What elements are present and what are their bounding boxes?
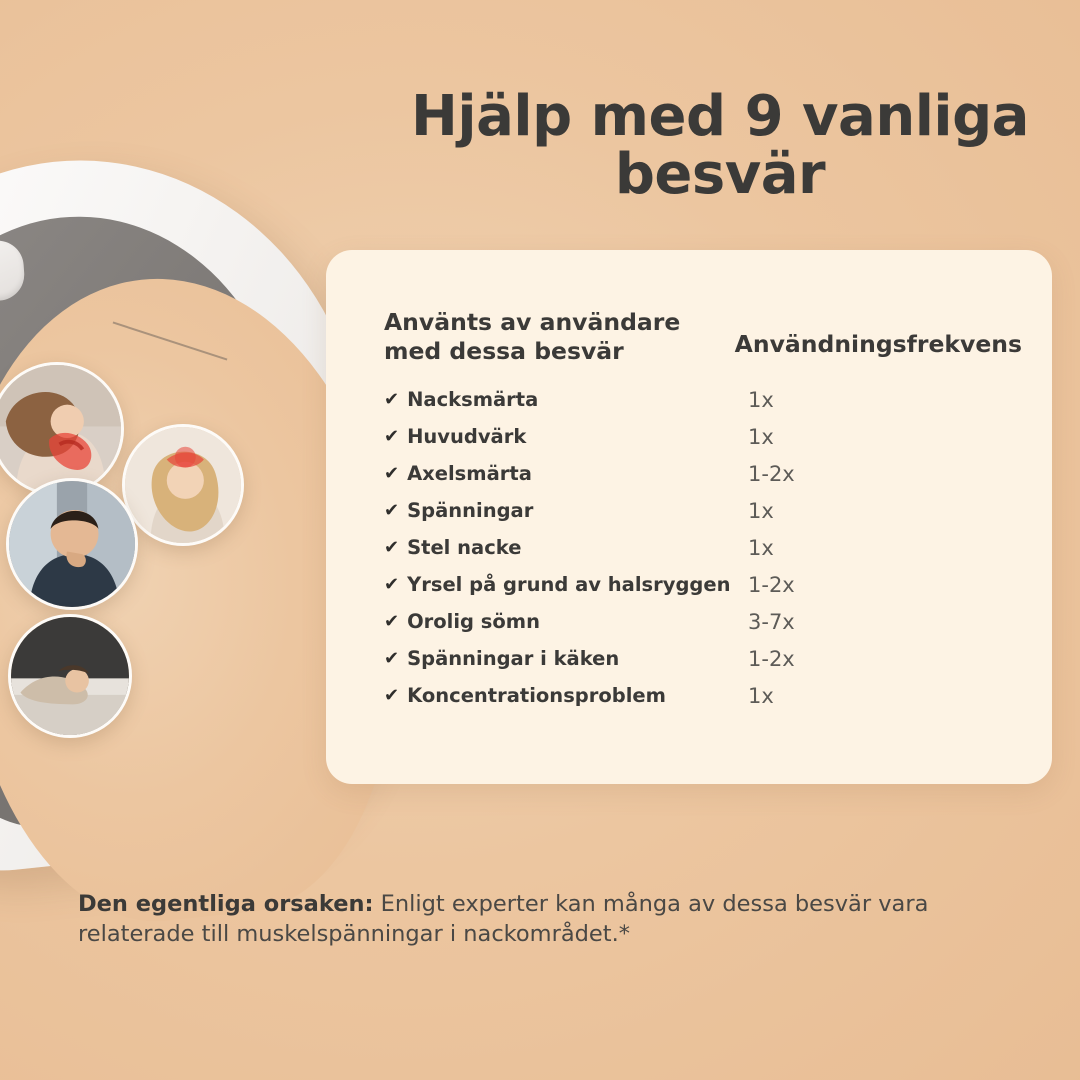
table-row — [384, 603, 1022, 640]
table-row — [384, 418, 1022, 455]
frequency-value: 1-2x — [748, 572, 795, 597]
frequency-value: 1x — [748, 424, 774, 449]
frequency-value: 1x — [748, 535, 774, 560]
symptom-label: Nacksmärta — [407, 388, 539, 412]
check-icon: ✔ — [384, 610, 400, 632]
footnote — [78, 890, 1018, 949]
photo-bubble-man-thinking — [6, 478, 138, 610]
footnote-text: Enligt experter kan många av dessa besvär vara relaterade till muskelspänningar i nackområdet.* — [78, 891, 929, 947]
table-row — [384, 492, 1022, 529]
symptom-label: Koncentrationsproblem — [407, 684, 666, 708]
table-header-row — [326, 250, 1052, 365]
check-icon: ✔ — [384, 425, 400, 447]
table-row — [384, 529, 1022, 566]
benefits-card — [326, 250, 1052, 784]
symptom-list — [326, 365, 1052, 714]
check-icon: ✔ — [384, 499, 400, 521]
table-row — [384, 566, 1022, 603]
symptom-label-cell — [384, 610, 734, 633]
frequency-value: 1-2x — [748, 646, 795, 671]
symptom-label: Spänningar i käken — [407, 647, 620, 671]
symptom-label-cell — [384, 425, 734, 448]
check-icon: ✔ — [384, 573, 400, 595]
symptom-label: Stel nacke — [407, 536, 522, 560]
check-icon: ✔ — [384, 536, 400, 558]
column-header-symptoms: Använts av användare med dessa besvär — [384, 308, 681, 365]
frequency-value: 3-7x — [748, 609, 795, 634]
symptom-label-cell — [384, 462, 734, 485]
symptom-label-cell — [384, 647, 734, 670]
symptom-label: Orolig sömn — [407, 610, 541, 634]
frequency-value: 1x — [748, 683, 774, 708]
frequency-value: 1-2x — [748, 461, 795, 486]
symptom-label-cell — [384, 388, 734, 411]
symptom-label-cell — [384, 499, 734, 522]
check-icon: ✔ — [384, 388, 400, 410]
symptom-label: Yrsel på grund av halsryggen — [407, 573, 731, 597]
photo-bubble-sleepless — [8, 614, 132, 738]
check-icon: ✔ — [384, 462, 400, 484]
symptom-label-cell — [384, 573, 734, 596]
table-row — [384, 381, 1022, 418]
column-header-frequency: Användningsfrekvens — [734, 330, 1022, 358]
symptom-label: Spänningar — [407, 499, 534, 523]
table-row — [384, 455, 1022, 492]
table-row — [384, 677, 1022, 714]
symptom-label: Huvudvärk — [407, 425, 527, 449]
check-icon: ✔ — [384, 647, 400, 669]
frequency-value: 1x — [748, 498, 774, 523]
symptom-label-cell — [384, 536, 734, 559]
table-row — [384, 640, 1022, 677]
frequency-value: 1x — [748, 387, 774, 412]
photo-bubble-headache — [122, 424, 244, 546]
symptom-label: Axelsmärta — [407, 462, 532, 486]
page-title: Hjälp med 9 vanliga besvär — [411, 84, 1029, 208]
footnote-lead: Den egentliga orsaken: — [78, 891, 374, 917]
symptom-label-cell — [384, 684, 734, 707]
check-icon: ✔ — [384, 684, 400, 706]
